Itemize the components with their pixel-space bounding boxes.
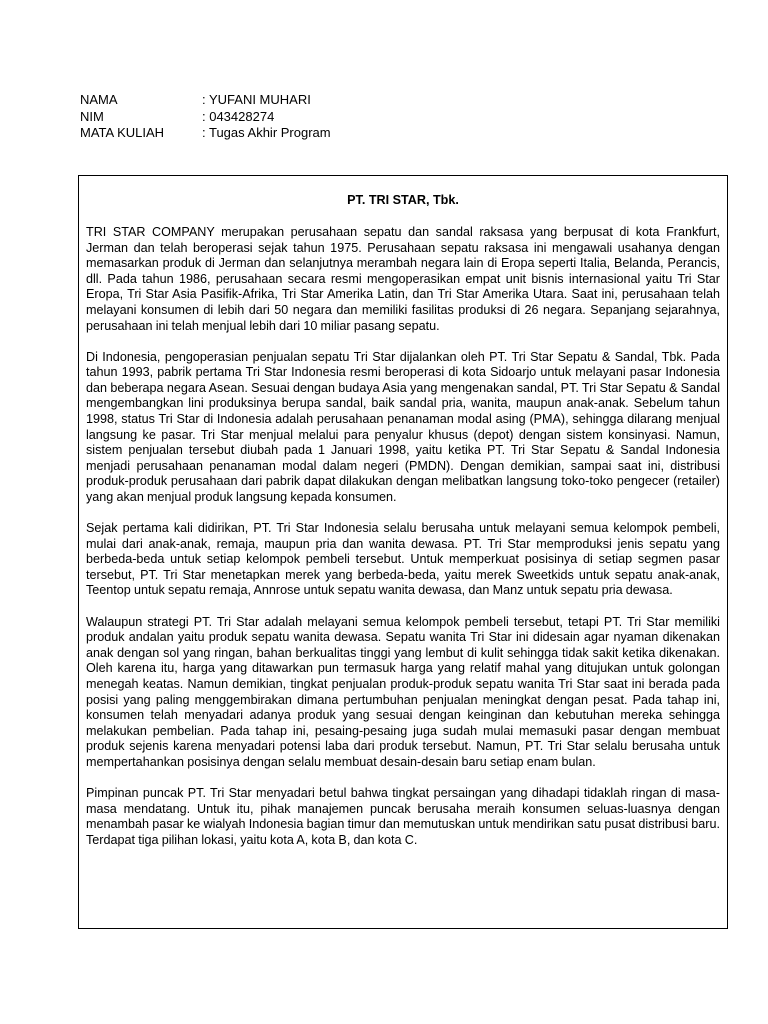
paragraph-flagship-product: Walaupun strategi PT. Tri Star adalah melayani semua kelompok pembeli tersebut, tetapi PT. Tri Star memiliki produk andalan yaitu produk sepatu wanita dewasa. Sepatu wanita Tri Star ini didesain agar nyaman dikenakan anak dengan sol yang ringan, bahan berkualitas tinggi yang lembut di kulit sehingga tidak sakit ketika dikenakan. Oleh karena itu, harga yang ditawarkan pun termasuk harga yang relatif mahal yang ditujukan untuk golongan menegah keatas. Namun demikian, tingkat penjualan produk-produk sepatu wanita Tri Star saat ini berada pada posisi yang paling menggembirakan dimana pertumbuhan penjualan meningkat dengan pesat. Pada tahap ini, konsumen telah menyadari adanya produk yang sesuai dengan keinginan dan kebutuhan mereka sehingga melakukan pembelian. Pada tahap ini, pesaing-pesaing juga sudah mulai memasuki pasar dengan membuat produk sejenis karena menyadari potensi laba dari produk tersebut. Namun, PT. Tri Star selalu berusaha untuk mempertahankan posisinya dengan selalu membuat desain-desain baru setiap enam bulan. xyxy=(86,614,720,769)
student-info-header xyxy=(80,92,331,142)
paragraph-market-segments: Sejak pertama kali didirikan, PT. Tri Star Indonesia selalu berusaha untuk melayani semua kelompok pembeli, mulai dari anak-anak, remaja, maupun pria dan wanita dewasa. PT. Tri Star memproduksi jenis sepatu yang berbeda-beda untuk setiap kelompok pembeli tersebut. Untuk memperkuat posisinya di setiap segmen pasar tersebut, PT. Tri Star menetapkan merek yang berbeda-beda, yaitu merek Sweetkids untuk sepatu anak-anak, Teentop untuk sepatu remaja, Annrose untuk sepatu wanita dewasa, dan Manz untuk sepatu pria dewasa. xyxy=(86,521,720,598)
student-id-label: NIM xyxy=(80,108,104,124)
course-row xyxy=(80,125,331,142)
paragraph-indonesia-operations: Di Indonesia, pengoperasian penjualan sepatu Tri Star dijalankan oleh PT. Tri Star Sepatu & Sandal, Tbk. Pada tahun 1993, pabrik pertama Tri Star Indonesia resmi beroperasi di kota Sidoarjo untuk melayani pasar Indonesia dan beberapa negara Asean. Sesuai dengan budaya Asia yang mengenakan sandal, PT. Tri Star Sepatu & Sandal mengembangkan lini produksinya berupa sandal, baik sandal pria, wanita, maupun anak-anak. Sebelum tahun 1998, status Tri Star di Indonesia adalah perusahaan penanaman modal asing (PMA), sehingga dilarang menjual langsung ke pasar. Tri Star menjual melalui para penyalur khusus (depot) dengan sistem konsinyasi. Namun, sistem penjualan tersebut diubah pada 1 Januari 1998, yaitu ketika PT. Tri Star Sepatu & Sandal Indonesia menjadi perusahaan penanaman modal dalam negeri (PMDN). Dengan demikian, sampai saat ini, distribusi produk-produk perusahaan dari pabrik dapat dilakukan dengan melibatkan langsung toko-toko pengecer (retailer) yang akan menjual produk langsung kepada konsumen. xyxy=(86,349,720,504)
student-id-row xyxy=(80,109,331,126)
paragraph-distribution-expansion: Pimpinan puncak PT. Tri Star menyadari betul bahwa tingkat persaingan yang dihadapi tidaklah ringan di masa-masa mendatang. Untuk itu, pihak manajemen puncak berusaha meraih konsumen seluas-luasnya dengan menambah pasar ke wialyah Indonesia bagian timur dan memutuskan untuk mendirikan satu pusat distribusi baru. Terdapat tiga pilihan lokasi, yaitu kota A, kota B, dan kota C. xyxy=(86,786,720,847)
case-study-box xyxy=(78,175,728,929)
course-value: : Tugas Akhir Program xyxy=(202,125,331,140)
name-label: NAMA xyxy=(80,92,118,107)
student-id-value: : 043428274 xyxy=(202,108,275,124)
paragraph-company-history: TRI STAR COMPANY merupakan perusahaan sepatu dan sandal raksasa yang berpusat di kota Frankfurt, Jerman dan telah beroperasi sejak tahun 1975. Perusahaan sepatu raksasa ini mengawali usahanya dengan memasarkan produk di Jerman dan selanjutnya merambah negara lain di Eropa seperti Italia, Belanda, Perancis, dll. Pada tahun 1986, perusahaan secara resmi mengoperasikan empat unit bisnis internasional yaitu Tri Star Eropa, Tri Star Asia Pasifik-Afrika, Tri Star Amerika Latin, dan Tri Star Amerika Utara. Saat ini, perusahaan telah melayani konsumen di lebih dari 50 negara dan memiliki fasilitas produksi di 26 negara. Sepanjang sejarahnya, perusahaan ini telah menjual lebih dari 10 miliar pasang sepatu. xyxy=(86,225,720,333)
course-label: MATA KULIAH xyxy=(80,125,165,140)
name-value: : YUFANI MUHARI xyxy=(202,92,311,107)
student-name-row xyxy=(80,92,331,109)
case-study-title: PT. TRI STAR, Tbk. xyxy=(347,193,459,207)
